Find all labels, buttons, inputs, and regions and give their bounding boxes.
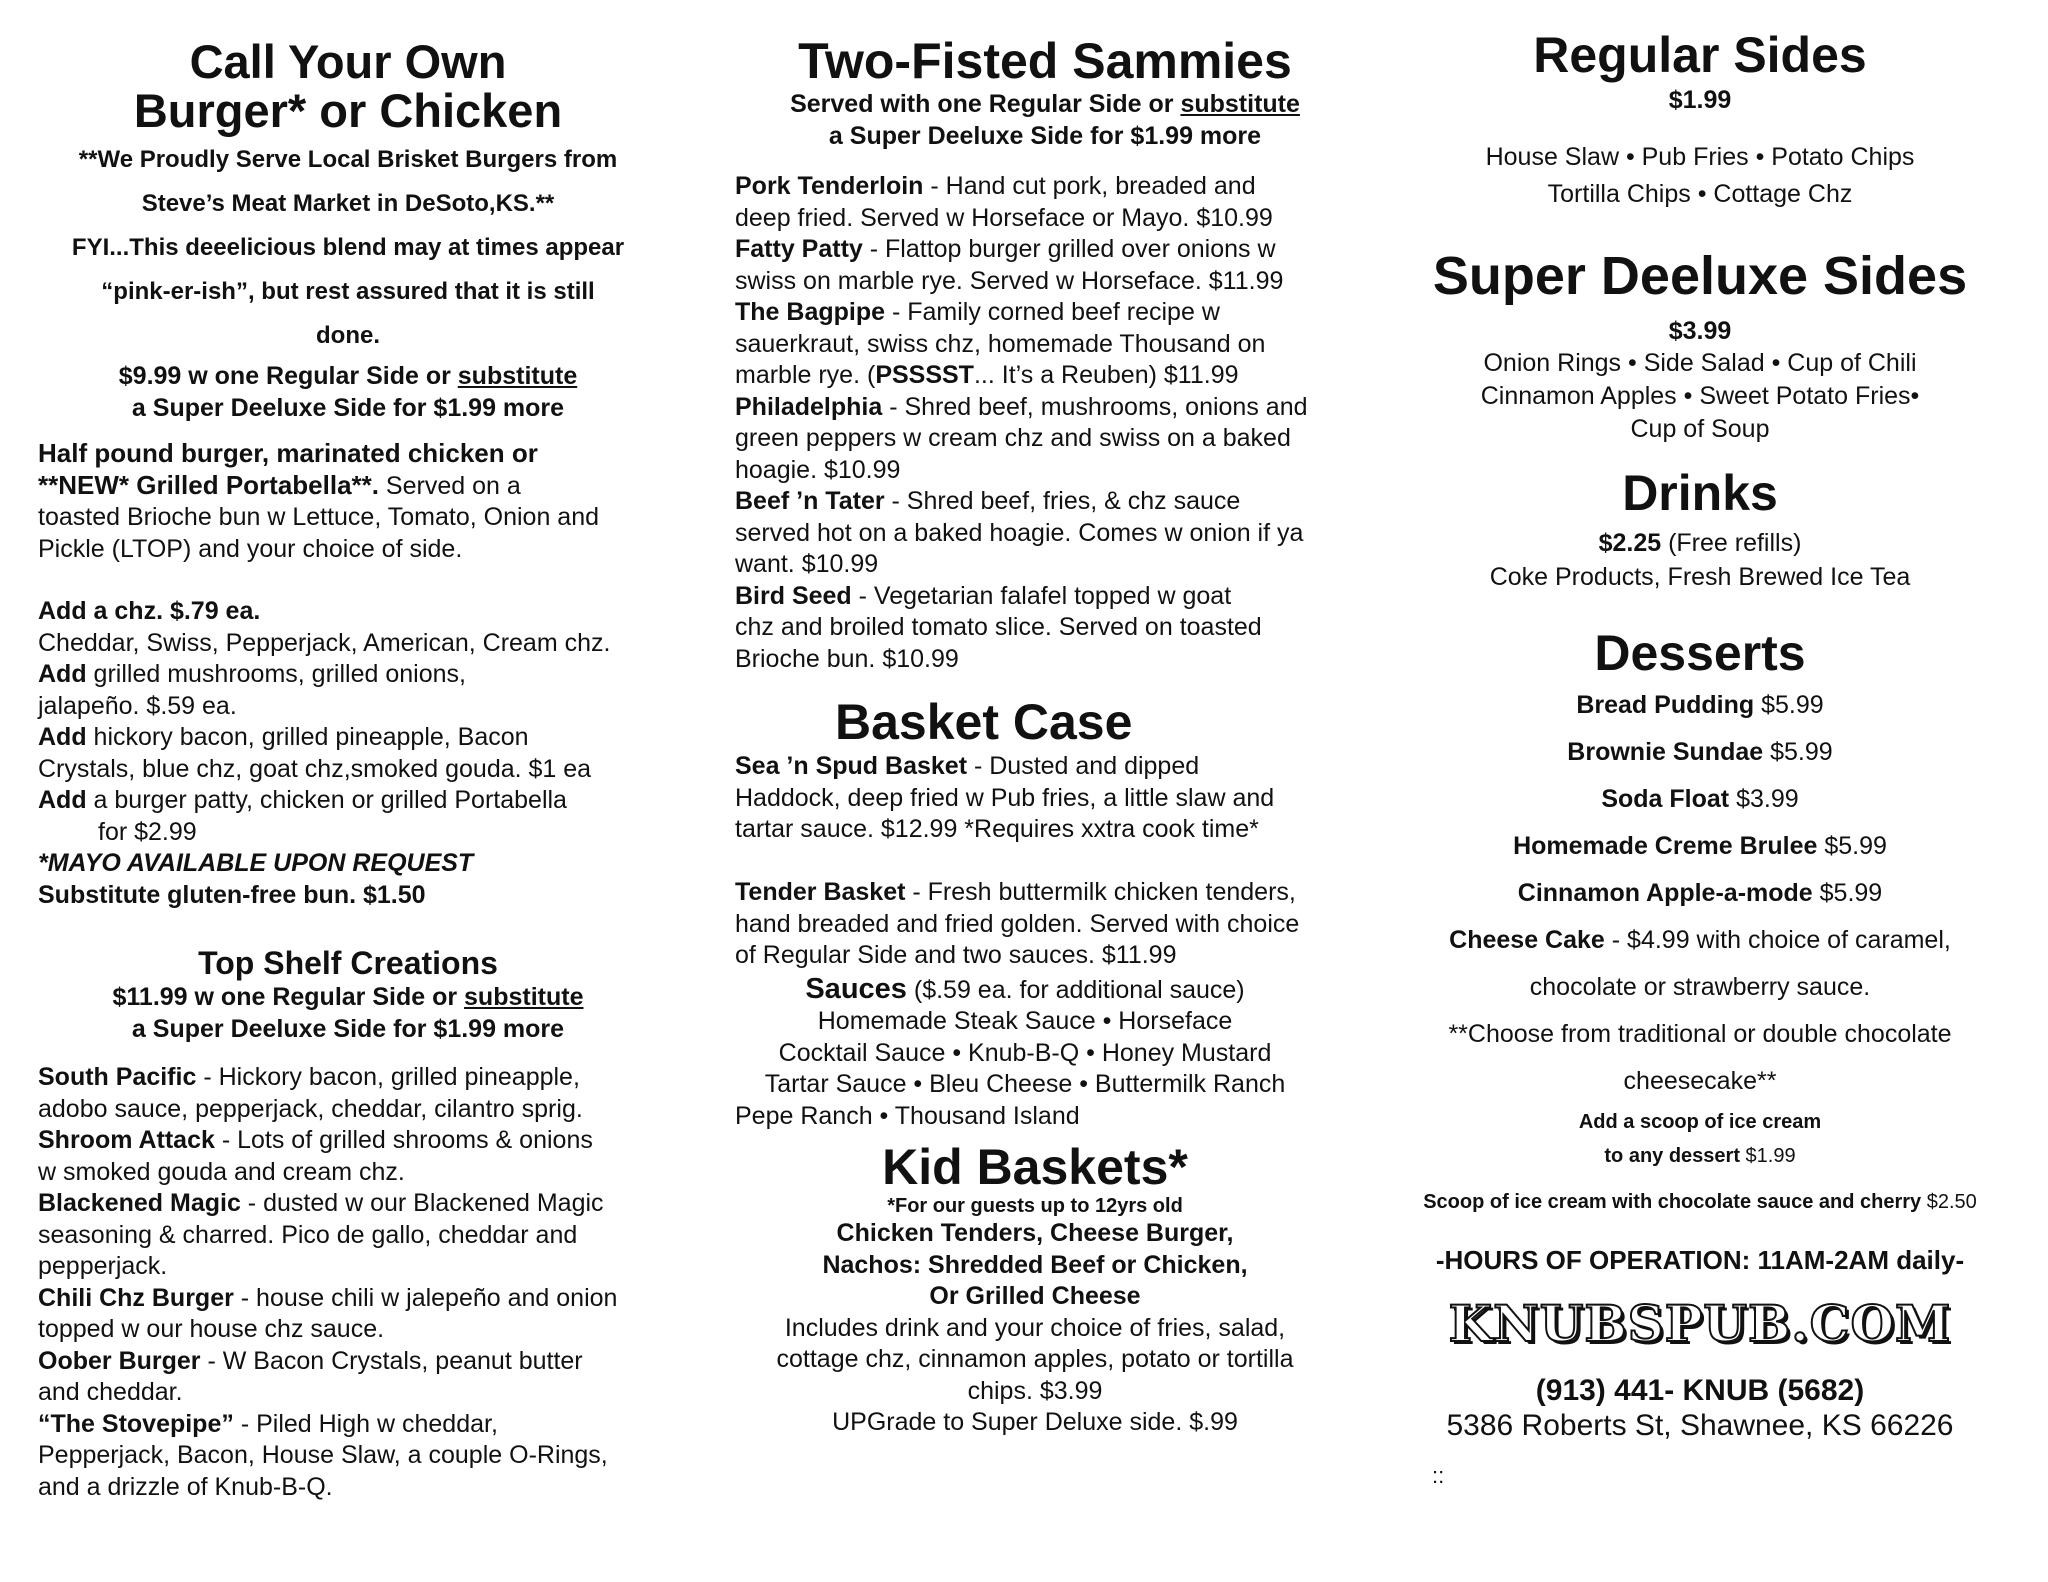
super-sides-line: Cup of Soup [1630, 415, 1770, 443]
menu-item-name: Beef ’n Tater [735, 487, 885, 515]
address: 5386 Roberts St, Shawnee, KS 66226 [1446, 1409, 1954, 1442]
psssst-text: PSSSST [875, 361, 974, 389]
addon-text: Crystals, blue chz, goat chz,smoked gouda. $1 ea [38, 754, 592, 783]
menu-item-name: South Pacific [38, 1063, 197, 1091]
ice-cream-addons [1400, 1105, 2000, 1219]
menu-item-desc: want. $10.99 [735, 550, 879, 578]
menu-item-desc: - Flattop burger grilled over onions w [862, 235, 1276, 263]
menu-item-desc: green peppers w cream chz and swiss on a baked [735, 424, 1291, 452]
drinks-list: Coke Products, Fresh Brewed Ice Tea [1489, 563, 1911, 591]
kid-line: cottage chz, cinnamon apples, potato or tortilla [776, 1345, 1294, 1373]
drinks-price: $2.25 [1598, 529, 1662, 557]
dessert-price: $5.99 [1763, 738, 1833, 766]
menu-item-desc: - dusted w our Blackened Magic [240, 1189, 604, 1217]
kid-baskets [735, 1139, 1335, 1439]
website-logo[interactable]: KNUBSPUB.COM [1448, 1294, 1952, 1353]
menu-item-desc: - Vegetarian falafel topped w goat [851, 581, 1232, 610]
menu-item-desc: Pepperjack, Bacon, House Slaw, a couple O-Rings, [38, 1441, 608, 1469]
menu-item-desc: - W Bacon Crystals, peanut butter [200, 1346, 583, 1375]
intro-line: **We Proudly Serve Local Brisket Burgers from [78, 146, 618, 173]
menu-item-name: Blackened Magic [38, 1189, 241, 1217]
substitute-link: substitute [464, 983, 584, 1011]
menu-item-name: The Bagpipe [735, 298, 886, 326]
sauces-title: Sauces [805, 972, 907, 1005]
addons [38, 596, 658, 911]
menu-item-desc: swiss on marble rye. Served w Horseface. $11.99 [735, 266, 1284, 295]
super-sides-title: Super Deeluxe Sides [1432, 246, 1968, 306]
menu-item-desc: seasoning & charred. Pico de gallo, cheddar and [38, 1220, 578, 1249]
dessert-name: Brownie Sundae [1567, 738, 1764, 766]
add-label: Add [38, 723, 87, 751]
sammies-list [735, 171, 1355, 675]
menu-item-desc: - Hand cut pork, breaded and [923, 172, 1256, 200]
kid-line: UPGrade to Super Deluxe side. $.99 [832, 1408, 1238, 1436]
desc-bold-2: **NEW* Grilled Portabella**. [38, 469, 379, 500]
add-chz-list: Cheddar, Swiss, Pepperjack, American, Cream chz. [38, 628, 611, 657]
menu-item-desc: Haddock, deep fried w Pub fries, a little slaw and [735, 783, 1275, 812]
column-sammies [735, 0, 1355, 1439]
top-shelf-list [38, 1062, 658, 1503]
super-sides-price: $3.99 [1668, 317, 1732, 345]
kid-item: Nachos: Shredded Beef or Chicken, [822, 1250, 1248, 1279]
desc-bold-1: Half pound burger, marinated chicken or [38, 438, 538, 468]
menu-item-desc: chz and broiled tomato slice. Served on toasted [735, 613, 1262, 641]
scoop2-price: $2.50 [1921, 1191, 1977, 1213]
menu-item-name: Bird Seed [735, 581, 852, 610]
kid-item: Chicken Tenders, Cheese Burger, [836, 1219, 1234, 1247]
mayo-note: *MAYO AVAILABLE UPON REQUEST [38, 849, 474, 877]
menu-item-desc: marble rye. ( [735, 361, 876, 389]
menu-item-desc: of Regular Side and two sauces. $11.99 [735, 941, 1177, 969]
regular-sides-line: Tortilla Chips • Cottage Chz [1547, 180, 1853, 208]
burger-intro [38, 138, 658, 358]
regular-sides-line: House Slaw • Pub Fries • Potato Chips [1485, 143, 1915, 171]
basket-case-title: Basket Case [835, 694, 1133, 750]
scoop-price: $1.99 [1740, 1145, 1796, 1167]
top-price-text-2: a Super Deeluxe Side for $1.99 more [131, 1015, 565, 1043]
top-price-text: $11.99 w one Regular Side or [112, 983, 465, 1011]
menu-item-desc: hoagie. $10.99 [735, 455, 901, 484]
burger-title-line2: Burger* or Chicken [133, 84, 563, 137]
menu-item-name: “The Stovepipe” [38, 1409, 234, 1438]
sammies-header [735, 33, 1355, 152]
menu-item-name: Chili Chz Burger [38, 1283, 234, 1312]
desc-rest-1: Served on a [378, 471, 521, 500]
menu-item-desc: - Dusted and dipped [967, 752, 1200, 780]
menu-item-name: Shroom Attack [38, 1126, 215, 1154]
menu-item-name: Pork Tenderloin [735, 172, 924, 200]
dessert-name: Soda Float [1601, 785, 1730, 813]
addon-text: for $2.99 [98, 817, 197, 846]
substitute-link: substitute [457, 362, 578, 390]
burger-description [38, 438, 658, 565]
dessert-desc: - $4.99 with choice of caramel, [1604, 926, 1951, 954]
menu-item-desc: pepperjack. [38, 1252, 168, 1280]
menu-item-desc: - Fresh buttermilk chicken tenders, [905, 878, 1296, 906]
addon-text: hickory bacon, grilled pineapple, Bacon [86, 723, 529, 751]
menu-item-desc: and cheddar. [38, 1378, 183, 1406]
dessert-name: Cinnamon Apple-a-mode [1517, 879, 1813, 907]
drinks-note: (Free refills) [1661, 529, 1802, 557]
burger-title [38, 35, 658, 137]
menu-item-desc: - Shred beef, mushrooms, onions and [882, 392, 1308, 421]
phone-number[interactable]: (913) 441- KNUB (5682) [1535, 1374, 1865, 1407]
kid-item: Or Grilled Cheese [929, 1282, 1141, 1310]
addon-text: jalapeño. $.59 ea. [38, 691, 237, 720]
dessert-price: $5.99 [1754, 691, 1824, 719]
drinks-title: Drinks [1622, 465, 1778, 521]
substitute-link: substitute [1180, 90, 1300, 118]
menu-item-desc: - house chili w jalepeño and onion [233, 1283, 618, 1312]
intro-line: Steve’s Meat Market in DeSoto,KS.** [141, 190, 555, 217]
intro-line: “pink-er-ish”, but rest assured that it is still [101, 278, 595, 305]
scoop2-line: Scoop of ice cream with chocolate sauce and cherry [1423, 1191, 1922, 1213]
menu-item-desc: topped w our house chz sauce. [38, 1315, 385, 1343]
sammies-sub: Served with one Regular Side or [790, 90, 1181, 118]
menu-item-name: Tender Basket [735, 878, 906, 906]
menu-item-desc: - Shred beef, fries, & chz sauce [884, 487, 1241, 515]
menu-item-desc: adobo sauce, pepperjack, cheddar, cilantro sprig. [38, 1094, 583, 1123]
super-sides-line: Cinnamon Apples • Sweet Potato Fries• [1480, 382, 1920, 410]
footer-mark: :: [1432, 1463, 1445, 1488]
menu-item-name: Fatty Patty [735, 235, 863, 263]
menu-item-desc: and a drizzle of Knub-B-Q. [38, 1472, 333, 1501]
sammies-sub-2: a Super Deeluxe Side for $1.99 more [828, 122, 1262, 150]
price-text: $9.99 w one Regular Side or [118, 362, 458, 390]
kid-baskets-title: Kid Baskets* [882, 1139, 1188, 1195]
sauce-line: Tartar Sauce • Bleu Cheese • Buttermilk Ranch [764, 1070, 1286, 1098]
dessert-price: $5.99 [1812, 879, 1883, 907]
menu-item-name: Sea ’n Spud Basket [735, 752, 968, 780]
menu-item-desc: sauerkraut, swiss chz, homemade Thousand on [735, 329, 1266, 358]
add-chz-title: Add a chz. $.79 ea. [38, 597, 261, 625]
sauce-line: Homemade Steak Sauce • Horseface [817, 1007, 1233, 1035]
top-shelf-header [38, 945, 658, 1045]
dessert-name: Cheese Cake [1449, 926, 1605, 954]
desc-rest-2: toasted Brioche bun w Lettuce, Tomato, Onion and [38, 503, 600, 531]
addon-text: grilled mushrooms, grilled onions, [86, 660, 466, 688]
burger-price [38, 360, 658, 424]
desc-rest-3: Pickle (LTOP) and your choice of side. [38, 534, 463, 563]
menu-item-name: Oober Burger [38, 1346, 201, 1375]
dessert-price: $3.99 [1729, 785, 1799, 813]
menu-item-desc: deep fried. Served w Horseface or Mayo. $10.99 [735, 203, 1273, 232]
top-shelf-title: Top Shelf Creations [198, 945, 498, 981]
dessert-name: Homemade Creme Brulee [1513, 832, 1818, 860]
sauces-section [735, 974, 1315, 1101]
menu-item-desc: Brioche bun. $10.99 [735, 644, 959, 673]
regular-sides-price: $1.99 [1668, 86, 1732, 114]
basket-list [735, 751, 1355, 972]
menu-item-name: Philadelphia [735, 392, 883, 421]
addon-text: a burger patty, chicken or grilled Portabella [86, 786, 567, 814]
add-label: Add [38, 660, 87, 688]
menu-item-desc: - Family corned beef recipe w [885, 298, 1220, 326]
menu-item-desc: hand breaded and fried golden. Served with choice [735, 909, 1300, 938]
menu-item-desc: ... It’s a Reuben) $11.99 [973, 361, 1239, 389]
kid-line: chips. $3.99 [967, 1376, 1103, 1405]
sauces-note: ($.59 ea. for additional sauce) [906, 975, 1245, 1004]
scoop-line: to any dessert [1604, 1145, 1740, 1167]
column-sides [1400, 0, 2000, 1491]
sammies-title: Two-Fisted Sammies [798, 33, 1292, 89]
menu-item-desc: - Lots of grilled shrooms & onions [214, 1126, 593, 1154]
sauce-line: Pepe Ranch • Thousand Island [735, 1101, 1080, 1130]
desserts-title: Desserts [1594, 625, 1806, 681]
dessert-desc: chocolate or strawberry sauce. [1529, 973, 1871, 1001]
scoop-line: Add a scoop of ice cream [1578, 1111, 1822, 1133]
hours-of-operation: -HOURS OF OPERATION: 11AM-2AM daily- [1435, 1245, 1965, 1275]
dessert-desc: **Choose from traditional or double chocolate [1448, 1020, 1952, 1048]
desserts-list [1400, 682, 2000, 1105]
dessert-desc: cheesecake** [1623, 1067, 1777, 1095]
dessert-name: Bread Pudding [1576, 691, 1755, 719]
menu-item-desc: - Hickory bacon, grilled pineapple, [196, 1063, 580, 1091]
kid-line: Includes drink and your choice of fries, salad, [784, 1313, 1286, 1342]
menu-item-desc: - Piled High w cheddar, [233, 1409, 498, 1438]
burger-title-line1: Call Your Own [189, 35, 507, 88]
menu-item-desc: tartar sauce. $12.99 *Requires xxtra cook time* [735, 815, 1259, 843]
column-burgers [38, 0, 658, 1503]
menu-item-desc: served hot on a baked hoagie. Comes w onion if ya [735, 518, 1304, 547]
regular-sides-title: Regular Sides [1533, 27, 1867, 83]
menu-item-desc: w smoked gouda and cream chz. [38, 1157, 405, 1186]
super-sides-line: Onion Rings • Side Salad • Cup of Chili [1483, 349, 1917, 377]
add-label: Add [38, 786, 87, 814]
intro-line: FYI...This deeelicious blend may at times appear [71, 234, 625, 261]
intro-line: done. [316, 322, 380, 349]
kid-note: *For our guests up to 12yrs old [887, 1195, 1183, 1217]
price-text-2: a Super Deeluxe Side for $1.99 more [131, 394, 565, 422]
dessert-price: $5.99 [1817, 832, 1887, 860]
gluten-free-note: Substitute gluten-free bun. $1.50 [38, 880, 426, 909]
sauce-line: Cocktail Sauce • Knub-B-Q • Honey Mustard [778, 1038, 1272, 1067]
